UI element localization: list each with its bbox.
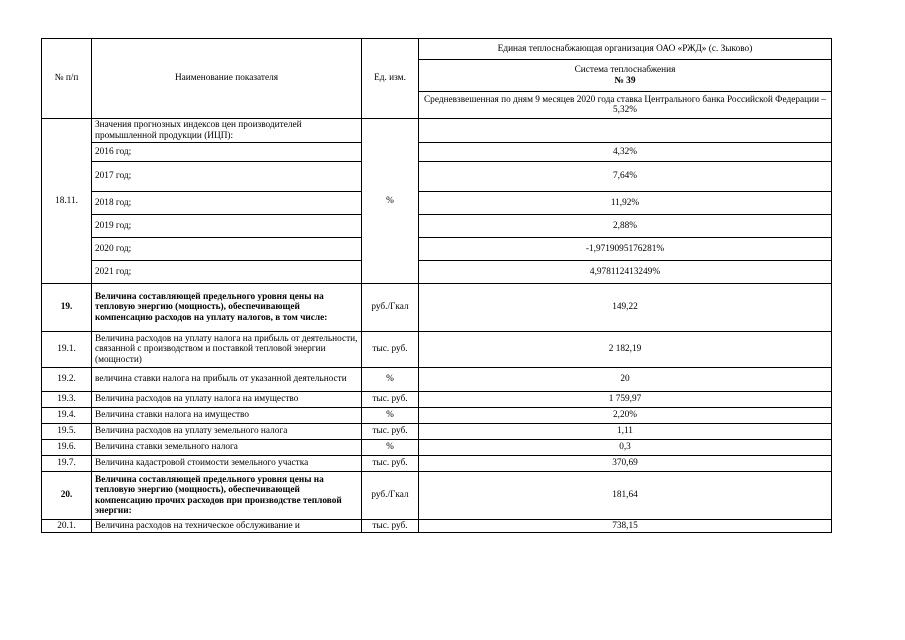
system-number: № 39 <box>614 75 636 86</box>
row-value: 149,22 <box>419 284 832 332</box>
row-value: 4,978112413249% <box>419 261 832 284</box>
table-row <box>42 472 832 520</box>
row-name: 2019 год; <box>92 215 362 238</box>
table-row <box>42 162 832 192</box>
system-label: Система теплоснабжения <box>574 65 676 76</box>
row-number: 19.2. <box>42 368 92 392</box>
row-value: 738,15 <box>419 520 832 533</box>
row-name: Величина расходов на уплату земельного налога <box>92 424 362 440</box>
table-row <box>42 261 832 284</box>
row-name: Величина расходов на уплату налога на имущество <box>92 392 362 408</box>
table-row <box>42 392 832 408</box>
row-value: 0,3 <box>419 440 832 456</box>
row-number: 19.7. <box>42 456 92 472</box>
table-row <box>42 284 832 332</box>
header-num: № п/п <box>42 39 92 119</box>
header-rate: Средневзвешенная по дням 9 месяцев 2020 года ставка Центрального банка Российской Федерации – 5,32% <box>419 92 832 119</box>
row-name: Величина ставки земельного налога <box>92 440 362 456</box>
row-value: 7,64% <box>419 162 832 192</box>
row-unit: % <box>362 440 419 456</box>
row-value: -1,9719095176281% <box>419 238 832 261</box>
header-name: Наименование показателя <box>92 39 362 119</box>
row-number: 19.6. <box>42 440 92 456</box>
header-org: Единая теплоснабжающая организация ОАО «РЖД» (с. Зыково) <box>419 39 832 60</box>
row-name: Величина составляющей предельного уровня цены на тепловую энергию (мощность), обеспечивающей компенсацию расходов на уплату налогов, в том числе: <box>92 284 362 332</box>
row-value: 20 <box>419 368 832 392</box>
row-name: Величина ставки налога на имущество <box>92 408 362 424</box>
row-value: 1 759,97 <box>419 392 832 408</box>
row-number: 19.5. <box>42 424 92 440</box>
table-row <box>42 456 832 472</box>
table-row <box>42 520 832 533</box>
row-unit: тыс. руб. <box>362 456 419 472</box>
row-value: 370,69 <box>419 456 832 472</box>
row-unit: руб./Гкал <box>362 472 419 520</box>
row-value: 11,92% <box>419 192 832 215</box>
table-row <box>42 143 832 162</box>
row-unit: тыс. руб. <box>362 392 419 408</box>
table-row <box>42 192 832 215</box>
row-name: Значения прогнозных индексов цен производителей промышленной продукции (ИЦП): <box>92 119 362 143</box>
row-unit: руб./Гкал <box>362 284 419 332</box>
row-value <box>419 119 832 143</box>
row-number: 20.1. <box>42 520 92 533</box>
row-value: 181,64 <box>419 472 832 520</box>
table-row <box>42 408 832 424</box>
row-name: величина ставки налога на прибыль от указанной деятельности <box>92 368 362 392</box>
row-unit: тыс. руб. <box>362 424 419 440</box>
tariff-table <box>41 38 832 533</box>
row-unit: тыс. руб. <box>362 332 419 368</box>
table-row <box>42 238 832 261</box>
row-value: 2,88% <box>419 215 832 238</box>
header-unit: Ед. изм. <box>362 39 419 119</box>
row-unit: тыс. руб. <box>362 520 419 533</box>
row-number: 19.3. <box>42 392 92 408</box>
row-name: 2018 год; <box>92 192 362 215</box>
table-row <box>42 440 832 456</box>
row-name: 2016 год; <box>92 143 362 162</box>
row-value: 2 182,19 <box>419 332 832 368</box>
row-name: 2017 год; <box>92 162 362 192</box>
row-name: Величина кадастровой стоимости земельного участка <box>92 456 362 472</box>
row-number: 20. <box>42 472 92 520</box>
row-name: 2020 год; <box>92 238 362 261</box>
table-row <box>42 424 832 440</box>
row-value: 2,20% <box>419 408 832 424</box>
row-name: Величина составляющей предельного уровня цены на тепловую энергию (мощность), обеспечивающей компенсацию прочих расходов при производстве тепловой энергии: <box>92 472 362 520</box>
table-row <box>42 119 832 143</box>
row-unit: % <box>362 119 419 284</box>
row-number: 19. <box>42 284 92 332</box>
row-value: 1,11 <box>419 424 832 440</box>
row-number: 19.1. <box>42 332 92 368</box>
header-system <box>419 60 832 92</box>
row-name: Величина расходов на уплату налога на прибыль от деятельности, связанной с производством и поставкой тепловой энергии (мощности) <box>92 332 362 368</box>
row-number: 18.11. <box>42 119 92 284</box>
row-value: 4,32% <box>419 143 832 162</box>
table-row <box>42 368 832 392</box>
row-name: Величина расходов на техническое обслуживание и <box>92 520 362 533</box>
table-row <box>42 215 832 238</box>
row-name: 2021 год; <box>92 261 362 284</box>
table-row <box>42 332 832 368</box>
row-unit: % <box>362 408 419 424</box>
row-unit: % <box>362 368 419 392</box>
row-number: 19.4. <box>42 408 92 424</box>
